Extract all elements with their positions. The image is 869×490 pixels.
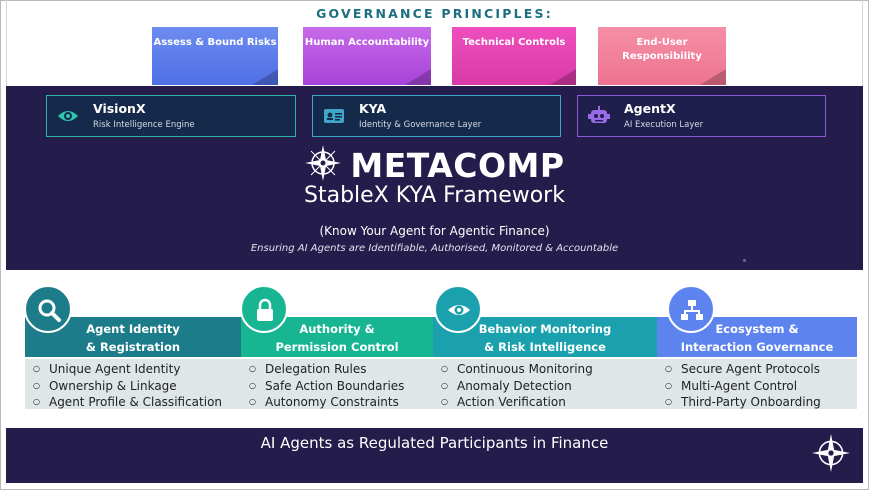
- pillar-title-line: Ecosystem &: [715, 322, 799, 336]
- engine-name: AgentX: [624, 101, 676, 116]
- engine-card-kya: [312, 95, 561, 137]
- footer-text: AI Agents as Regulated Participants in Finance: [260, 434, 609, 452]
- governance-box-accountability: [303, 27, 431, 85]
- pillar-title-line: Permission Control: [275, 340, 399, 354]
- engine-subtitle: Identity & Governance Layer: [359, 120, 482, 130]
- tagline: (Know Your Agent for Agentic Finance): [319, 224, 550, 238]
- engine-name: VisionX: [93, 101, 146, 116]
- box-corner-triangle: [405, 69, 431, 85]
- network-icon: [667, 285, 715, 333]
- governance-box-label: Assess & Bound Risks: [153, 37, 277, 48]
- governance-box-end-user: [598, 27, 726, 85]
- list-item: ○ Delegation Rules: [249, 362, 433, 379]
- list-item: ○ Unique Agent Identity: [33, 362, 241, 379]
- subtagline: Ensuring AI Agents are Identifiable, Authorised, Monitored & Accountable: [250, 243, 619, 254]
- compass-icon: [304, 144, 342, 186]
- pillar-body-monitoring: [433, 359, 657, 409]
- robot-icon: [588, 105, 610, 127]
- list-item: ○ Anomaly Detection: [441, 379, 657, 396]
- list-item: ○ Continuous Monitoring: [441, 362, 657, 379]
- pillar-title-line: Authority &: [299, 322, 375, 336]
- list-item: ○ Safe Action Boundaries: [249, 379, 433, 396]
- pillar-body-authority: [241, 359, 433, 409]
- list-item: ○ Autonomy Constraints: [249, 395, 433, 412]
- governance-box-label: Human Accountability: [304, 37, 430, 48]
- governance-box-label: Responsibility: [622, 51, 702, 62]
- eye-icon: [434, 285, 482, 333]
- pillar-title-line: & Risk Intelligence: [484, 340, 606, 354]
- pillar-body-ecosystem: [657, 359, 857, 409]
- governance-box-label: Technical Controls: [462, 37, 566, 48]
- engine-card-agentx: [577, 95, 826, 137]
- list-item: ○ Secure Agent Protocols: [665, 362, 857, 379]
- lock-icon: [240, 285, 288, 333]
- governance-title: GOVERNANCE PRINCIPLES:: [316, 6, 553, 21]
- id-card-icon: [323, 105, 345, 127]
- pillar-title-line: Behavior Monitoring: [478, 322, 612, 336]
- governance-box-risks: [152, 27, 278, 85]
- engine-name: KYA: [359, 101, 387, 116]
- box-corner-triangle: [550, 69, 576, 85]
- box-corner-triangle: [252, 69, 278, 85]
- pillar-title-line: & Registration: [85, 340, 181, 354]
- list-item: ○ Third-Party Onboarding: [665, 395, 857, 412]
- framework-title: StableX KYA Framework: [304, 183, 565, 208]
- engine-card-visionx: [46, 95, 296, 137]
- decorative-dot: [743, 259, 746, 262]
- pillar-body-identity: [25, 359, 241, 409]
- compass-icon: [811, 433, 851, 477]
- governance-box-label: End-User: [636, 37, 688, 48]
- eye-icon: [57, 105, 79, 127]
- pillar-title-line: Interaction Governance: [680, 340, 834, 354]
- governance-box-technical: [452, 27, 576, 85]
- engine-subtitle: AI Execution Layer: [624, 120, 704, 130]
- magnifier-icon: [24, 285, 72, 333]
- brand: [0, 144, 869, 186]
- engine-subtitle: Risk Intelligence Engine: [93, 120, 195, 130]
- list-item: ○ Action Verification: [441, 395, 657, 412]
- pillar-title-line: Agent Identity: [86, 322, 180, 336]
- list-item: ○ Multi-Agent Control: [665, 379, 857, 396]
- list-item: ○ Ownership & Linkage: [33, 379, 241, 396]
- brand-name: METACOMP: [350, 145, 565, 185]
- list-item: ○ Agent Profile & Classification: [33, 395, 241, 412]
- box-corner-triangle: [700, 69, 726, 85]
